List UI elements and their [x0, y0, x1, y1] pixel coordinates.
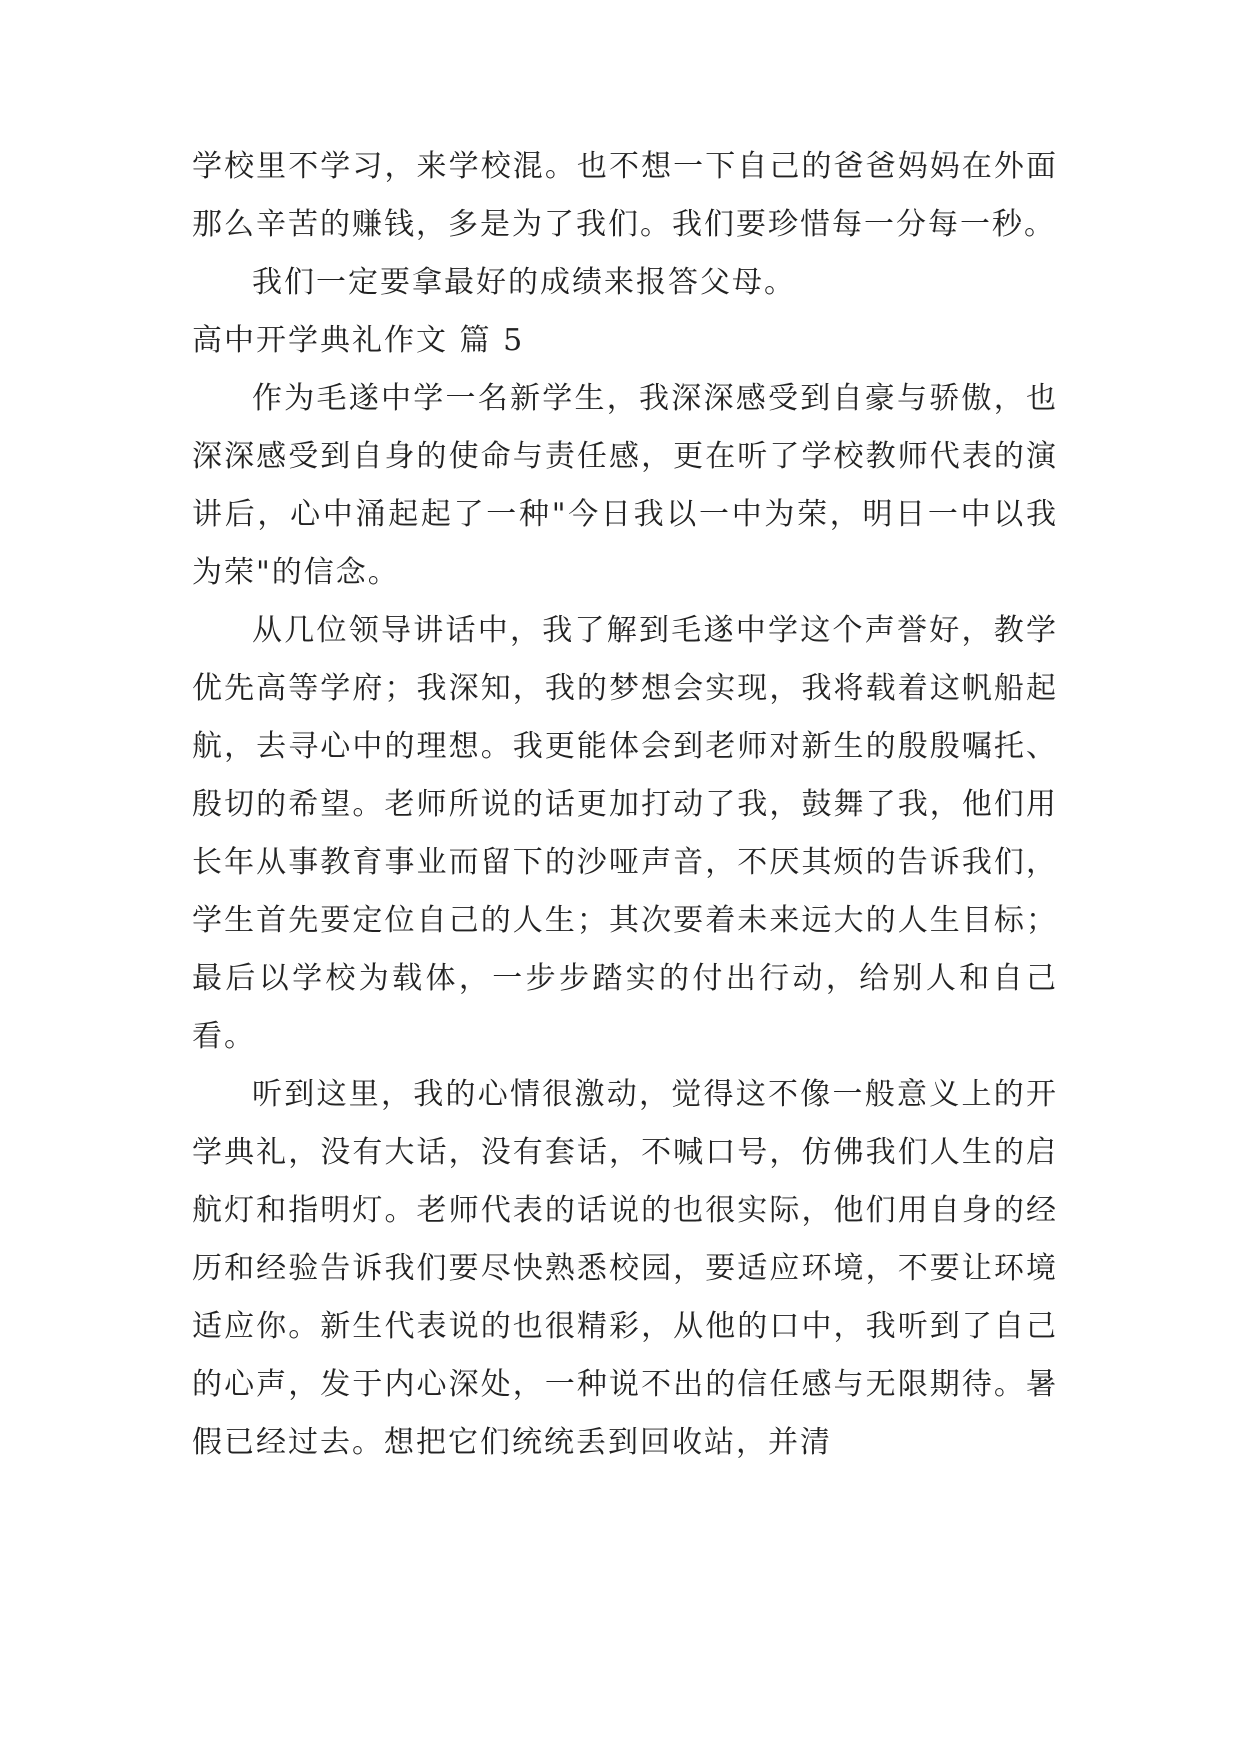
paragraph-continued: 学校里不学习，来学校混。也不想一下自己的爸爸妈妈在外面那么辛苦的赚钱，多是为了我们。我们要珍惜每一分每一秒。 — [192, 149, 1058, 242]
document-page — [192, 138, 1058, 1472]
paragraph-3: 听到这里，我的心情很激动，觉得这不像一般意义上的开学典礼，没有大话，没有套话，不喊口号，仿佛我们人生的启航灯和指明灯。老师代表的话说的也很实际，他们用自身的经历和经验告诉我们要尽快熟悉校园，要适应环境，不要让环境适应你。新生代表说的也很精彩，从他的口中，我听到了自己的心声，发于内心深处，一种说不出的信任感与无限期待。暑假已经过去。想把它们统统丢到回收站，并清 — [192, 1077, 1058, 1460]
paragraph-parents: 我们一定要拿最好的成绩来报答父母。 — [252, 265, 796, 300]
section-heading: 高中开学典礼作文 篇 5 — [192, 323, 525, 358]
paragraph-2: 从几位领导讲话中，我了解到毛遂中学这个声誉好，教学优先高等学府；我深知，我的梦想会实现，我将载着这帆船起航，去寻心中的理想。我更能体会到老师对新生的殷殷嘱托、殷切的希望。老师所说的话更加打动了我，鼓舞了我，他们用长年从事教育事业而留下的沙哑声音，不厌其烦的告诉我们，学生首先要定位自己的人生；其次要着未来远大的人生目标；最后以学校为载体，一步步踏实的付出行动，给别人和自己看。 — [192, 613, 1058, 1054]
paragraph-1: 作为毛遂中学一名新学生，我深深感受到自豪与骄傲，也深深感受到自身的使命与责任感，更在听了学校教师代表的演讲后，心中涌起起了一种"今日我以一中为荣，明日一中以我为荣"的信念。 — [192, 381, 1058, 590]
